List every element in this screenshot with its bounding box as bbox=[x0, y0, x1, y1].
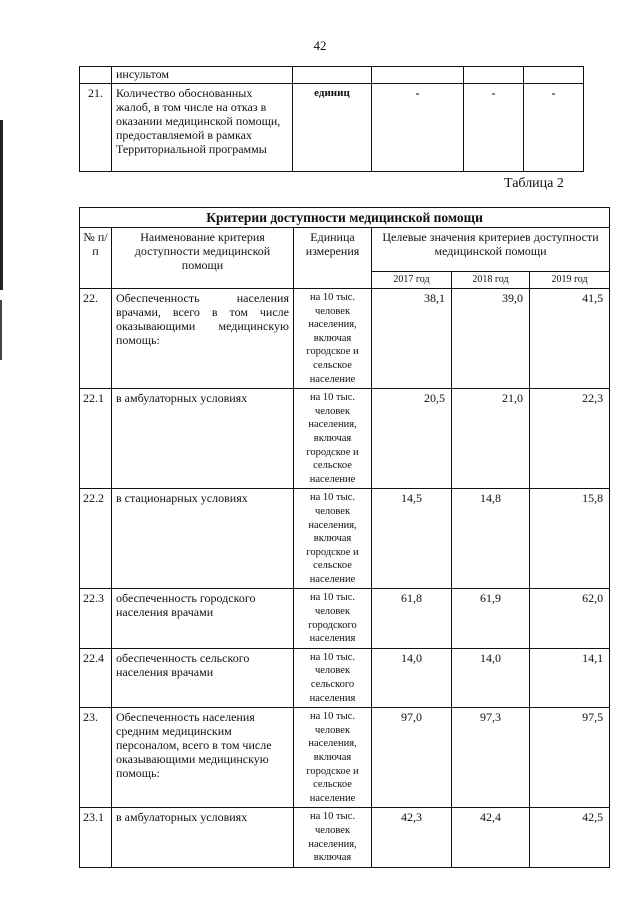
row-number: 22.1 bbox=[80, 389, 112, 489]
accessibility-criteria-table bbox=[79, 207, 610, 868]
table-row bbox=[80, 84, 584, 172]
page-number: 42 bbox=[313, 38, 327, 53]
value-2018: 21,0 bbox=[452, 389, 530, 489]
value-2018: 14,0 bbox=[452, 648, 530, 707]
value-2017: 42,3 bbox=[372, 808, 452, 867]
row-number: 22.2 bbox=[80, 489, 112, 589]
row-name: Обеспеченность населения средним медицинским персоналом, всего в том числе оказывающими медицинскую помощь: bbox=[112, 708, 294, 808]
value-2019: 15,8 bbox=[530, 489, 610, 589]
row-name: в стационарных условиях bbox=[112, 489, 294, 589]
scan-edge-mark bbox=[0, 120, 3, 290]
value-2018: 14,8 bbox=[452, 489, 530, 589]
row-name: в амбулаторных условиях bbox=[112, 389, 294, 489]
row-number: 23. bbox=[80, 708, 112, 808]
table-row bbox=[80, 389, 610, 489]
table-row bbox=[80, 708, 610, 808]
header-target-values: Целевые значения критериев доступности медицинской помощи bbox=[372, 228, 610, 272]
header-year: 2017 год bbox=[372, 272, 452, 289]
row-unit: на 10 тыс. человек населения, включая bbox=[294, 808, 372, 867]
value-2019: 14,1 bbox=[530, 648, 610, 707]
row-unit: на 10 тыс. человек населения, включая городское и сельское население bbox=[294, 489, 372, 589]
continued-criteria-table bbox=[79, 66, 584, 172]
row-name: Количество обоснованных жалоб, в том числе на отказ в оказании медицинской помощи, предоставляемой в рамках Территориальной программы bbox=[112, 84, 293, 172]
header-year: 2018 год bbox=[452, 272, 530, 289]
scan-edge-mark bbox=[0, 300, 2, 360]
row-name: инсультом bbox=[112, 67, 293, 84]
header-unit: Единица измерения bbox=[294, 228, 372, 289]
row-unit: на 10 тыс. человек населения, включая городское и сельское население bbox=[294, 289, 372, 389]
value-2017: 61,8 bbox=[372, 589, 452, 648]
value-2018: 39,0 bbox=[452, 289, 530, 389]
row-name: обеспеченность сельского населения врачами bbox=[112, 648, 294, 707]
row-name: обеспеченность городского населения врачами bbox=[112, 589, 294, 648]
row-number: 21. bbox=[80, 84, 112, 172]
row-number: 22. bbox=[80, 289, 112, 389]
row-name: Обеспеченность населения врачами, всего в том числе оказывающими медицинскую помощь: bbox=[112, 289, 294, 389]
value-cell: - bbox=[524, 84, 584, 172]
row-number: 22.3 bbox=[80, 589, 112, 648]
value-2018: 42,4 bbox=[452, 808, 530, 867]
header-criterion: Наименование критерия доступности медицинской помощи bbox=[112, 228, 294, 289]
table-row bbox=[80, 489, 610, 589]
header-row bbox=[80, 228, 610, 272]
value-cell: - bbox=[464, 84, 524, 172]
table-row bbox=[80, 589, 610, 648]
row-unit: единиц bbox=[293, 84, 372, 172]
value-2018: 61,9 bbox=[452, 589, 530, 648]
value-2017: 14,0 bbox=[372, 648, 452, 707]
value-2019: 97,5 bbox=[530, 708, 610, 808]
table-row bbox=[80, 808, 610, 867]
value-2017: 14,5 bbox=[372, 489, 452, 589]
row-number: 22.4 bbox=[80, 648, 112, 707]
value-2017: 20,5 bbox=[372, 389, 452, 489]
table-row bbox=[80, 289, 610, 389]
value-2019: 62,0 bbox=[530, 589, 610, 648]
table-row bbox=[80, 648, 610, 707]
header-year: 2019 год bbox=[530, 272, 610, 289]
header-number: № п/п bbox=[80, 228, 112, 289]
table-row bbox=[80, 67, 584, 84]
value-2019: 41,5 bbox=[530, 289, 610, 389]
value-cell: - bbox=[372, 84, 464, 172]
row-unit: на 10 тыс. человек сельского населения bbox=[294, 648, 372, 707]
row-unit: на 10 тыс. человек городского населения bbox=[294, 589, 372, 648]
value-2017: 97,0 bbox=[372, 708, 452, 808]
table-title: Критерии доступности медицинской помощи bbox=[80, 208, 610, 228]
row-name: в амбулаторных условиях bbox=[112, 808, 294, 867]
value-2019: 22,3 bbox=[530, 389, 610, 489]
value-2018: 97,3 bbox=[452, 708, 530, 808]
table-title-row bbox=[80, 208, 610, 228]
row-unit: на 10 тыс. человек населения, включая городское и сельское население bbox=[294, 708, 372, 808]
value-2019: 42,5 bbox=[530, 808, 610, 867]
row-number: 23.1 bbox=[80, 808, 112, 867]
value-2017: 38,1 bbox=[372, 289, 452, 389]
table-caption: Таблица 2 bbox=[504, 176, 564, 191]
row-unit: на 10 тыс. человек населения, включая городское и сельское население bbox=[294, 389, 372, 489]
